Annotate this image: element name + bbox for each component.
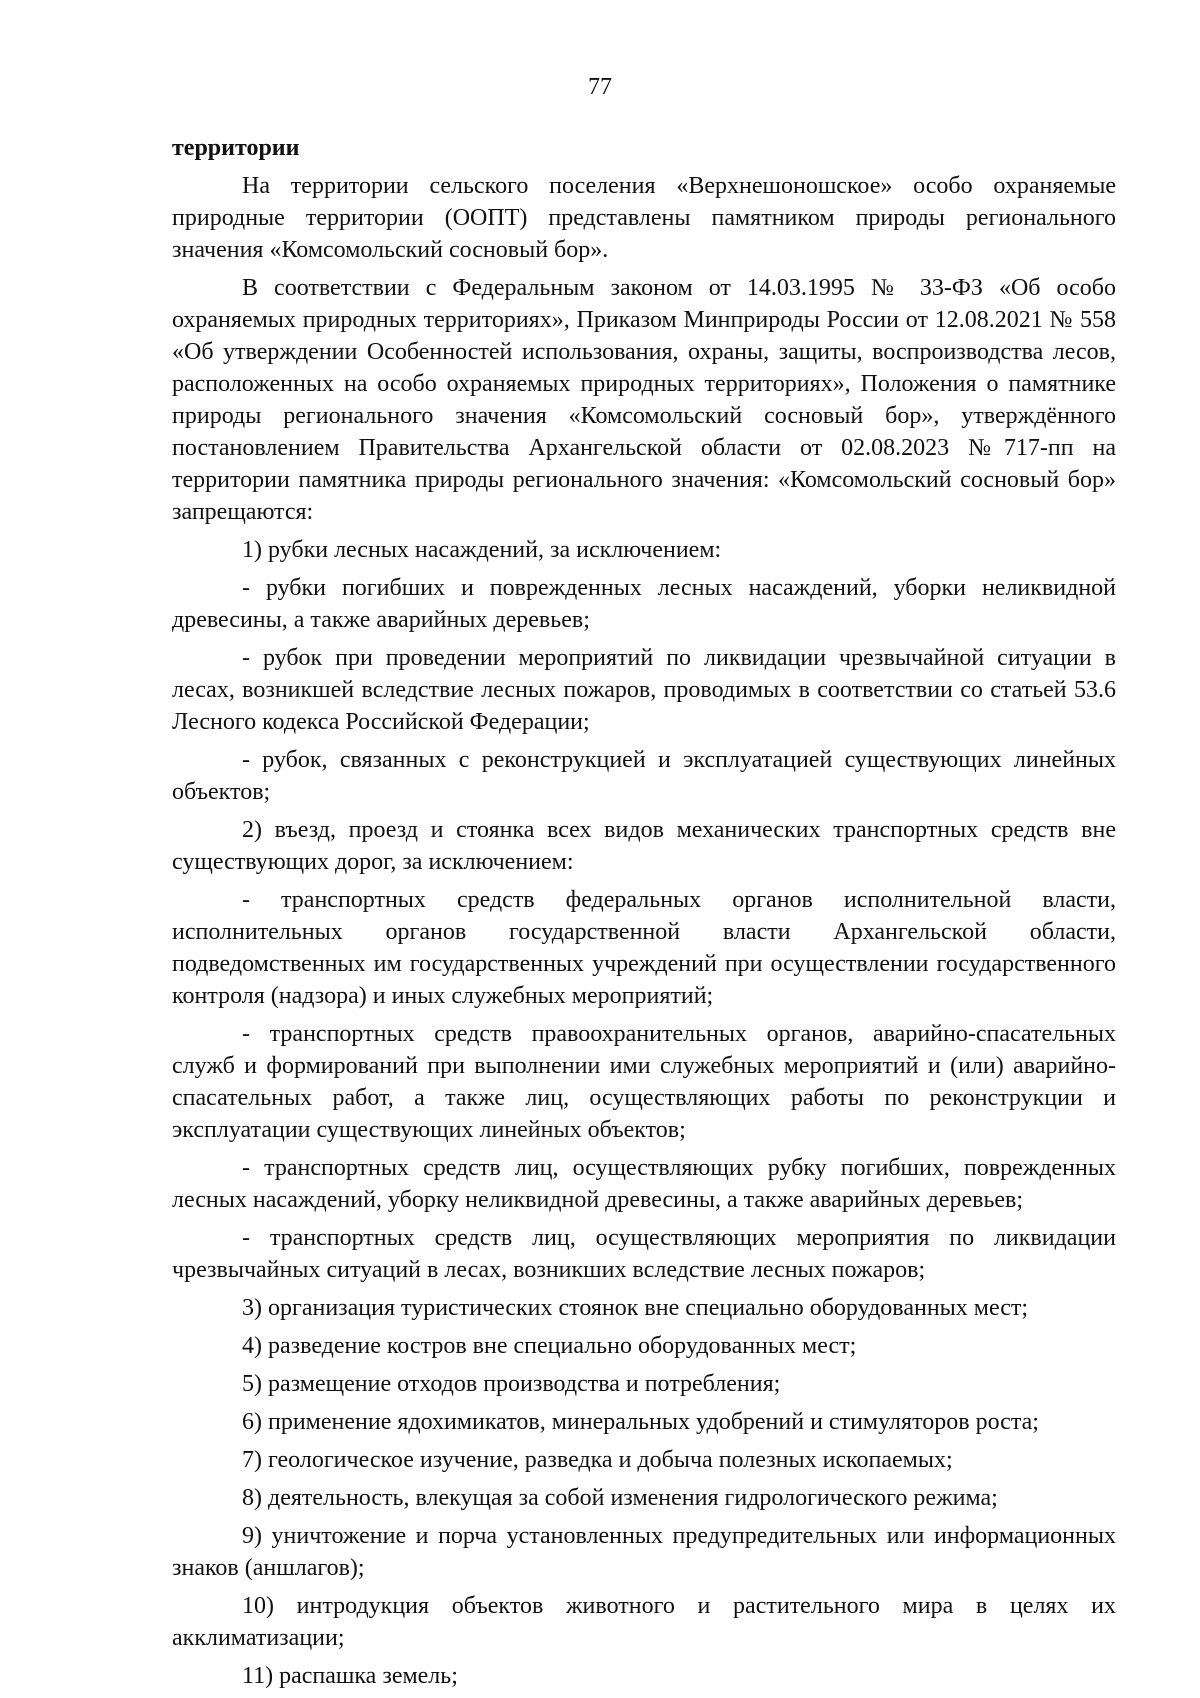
list-item-11: 11) распашка земель; (242, 1663, 458, 1689)
list-item-2: 2) въезд, проезд и стоянка всех видов механических транспортных средств вне существующих дорог, за исключением: (172, 817, 1116, 875)
list-item-4: 4) разведение костров вне специально оборудованных мест; (242, 1333, 857, 1359)
list-item-3: 3) организация туристических стоянок вне специально оборудованных мест; (242, 1295, 1029, 1321)
list-subitem-2a: - транспортных средств федеральных органов исполнительной власти, исполнительных органов государственной власти Архангельской области, подведомственных им государственных учреждений при осуществлении государственного контроля (надзора) и иных служебных мероприятий; (172, 887, 1116, 1009)
list-subitem-1a: - рубки погибших и поврежденных лесных насаждений, уборки неликвидной древесины, а также аварийных деревьев; (172, 575, 1116, 633)
section-heading-continuation: территории (172, 135, 300, 161)
list-subitem-2d: - транспортных средств лиц, осуществляющих мероприятия по ликвидации чрезвычайных ситуаций в лесах, возникших вследствие лесных пожаров; (172, 1225, 1116, 1283)
list-item-5: 5) размещение отходов производства и потребления; (242, 1371, 781, 1397)
list-item-9: 9) уничтожение и порча установленных предупредительных или информационных знаков (аншлагов); (172, 1523, 1116, 1581)
list-item-8: 8) деятельность, влекущая за собой изменения гидрологического режима; (242, 1485, 998, 1511)
page-number: 77 (588, 74, 612, 100)
list-item-10: 10) интродукция объектов животного и растительного мира в целях их акклиматизации; (172, 1593, 1116, 1651)
paragraph-oopt-intro: На территории сельского поселения «Верхнешоношское» особо охраняемые природные территории (ООПТ) представлены памятником природы регионального значения «Комсомольский сосновый бор». (172, 173, 1116, 263)
list-item-6: 6) применение ядохимикатов, минеральных удобрений и стимуляторов роста; (242, 1409, 1039, 1435)
paragraph-legal-basis: В соответствии с Федеральным законом от 14.03.1995 № 33-ФЗ «Об особо охраняемых природных территориях», Приказом Минприроды России от 12.08.2021 № 558 «Об утверждении Особенностей использования, охраны, защиты, воспроизводства лесов, расположенных на особо охраняемых природных территориях», Положения о памятнике природы регионального значения «Комсомольский сосновый бор», утверждённого постановлением Правительства Архангельской области от 02.08.2023 №717-пп на территории памятника природы регионального значения: «Комсомольский сосновый бор» запрещаются: (172, 275, 1116, 525)
list-item-1: 1) рубки лесных насаждений, за исключением: (242, 537, 722, 563)
list-subitem-2c: - транспортных средств лиц, осуществляющих рубку погибших, поврежденных лесных насаждений, уборку неликвидной древесины, а также аварийных деревьев; (172, 1155, 1116, 1213)
list-item-7: 7) геологическое изучение, разведка и добыча полезных ископаемых; (242, 1447, 953, 1473)
document-body (172, 132, 1116, 1698)
list-subitem-1c: - рубок, связанных с реконструкцией и эксплуатацией существующих линейных объектов; (172, 747, 1116, 805)
list-subitem-2b: - транспортных средств правоохранительных органов, аварийно-спасательных служб и формирований при выполнении ими служебных мероприятий и (или) аварийно-спасательных работ, а также лиц, осуществляющих работы по реконструкции и эксплуатации существующих линейных объектов; (172, 1021, 1116, 1143)
list-subitem-1b: - рубок при проведении мероприятий по ликвидации чрезвычайной ситуации в лесах, возникшей вследствие лесных пожаров, проводимых в соответствии со статьей 53.6 Лесного кодекса Российской Федерации; (172, 645, 1116, 735)
